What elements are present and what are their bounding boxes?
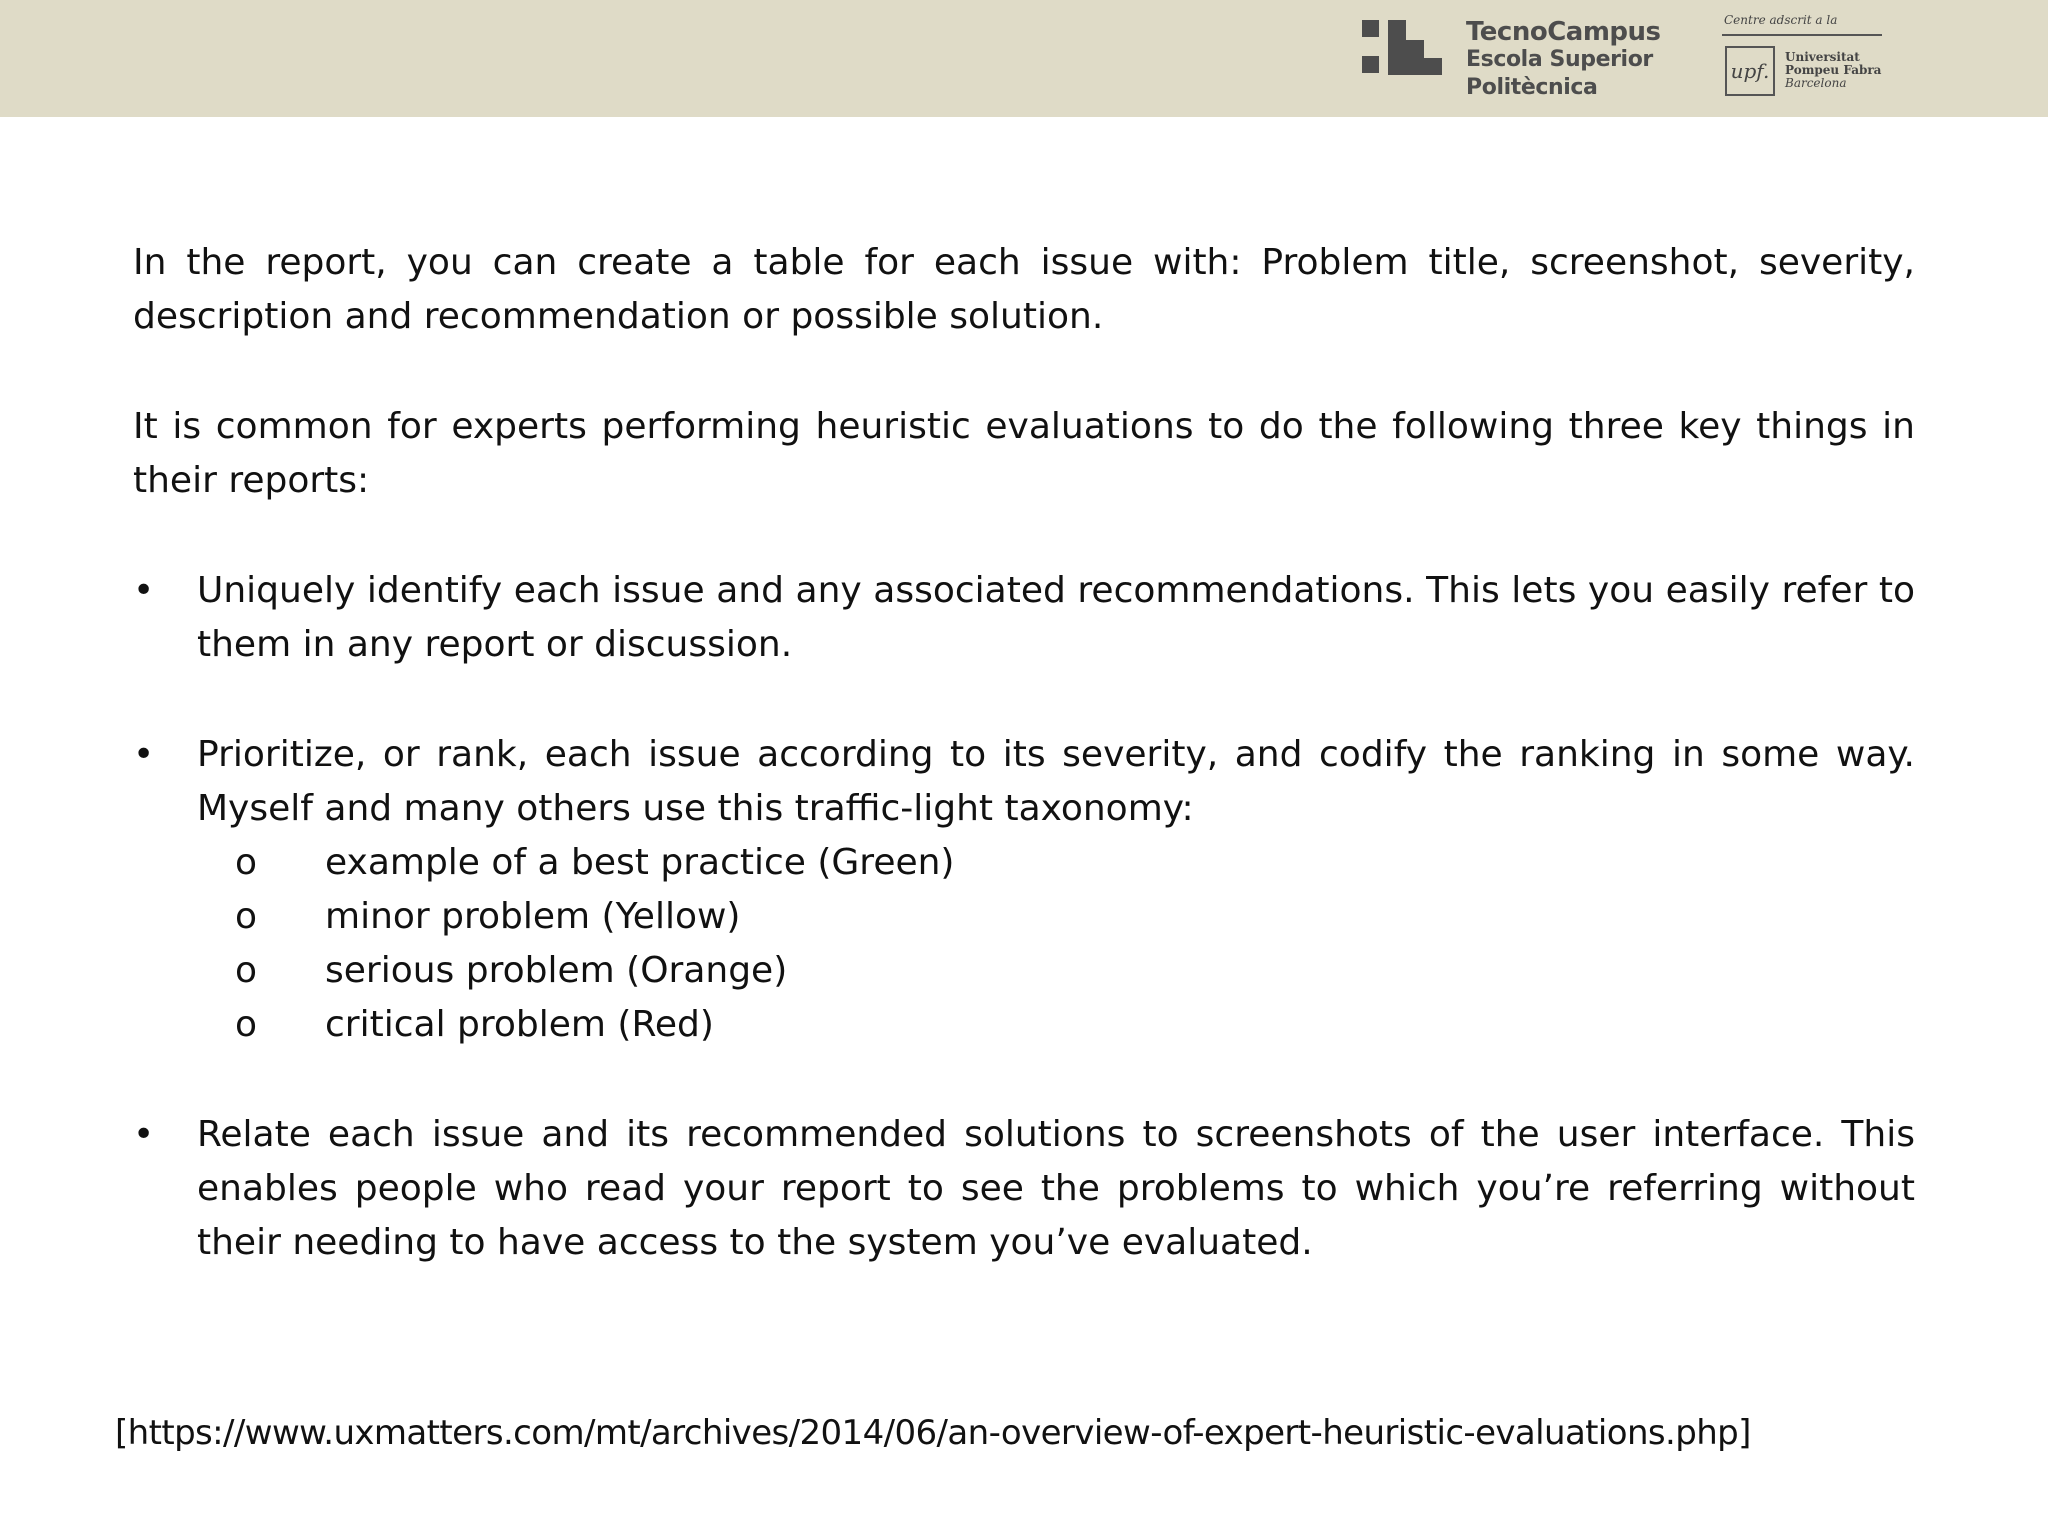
source-reference: [https://www.uxmatters.com/mt/archives/2014/06/an-overview-of-expert-heuristic-evaluations.php] — [115, 1413, 1751, 1453]
tecnocampus-wordmark — [1466, 18, 1661, 102]
list-item-text: Uniquely identify each issue and any associated recommendations. This lets you easily refer to them in any report or discussion. — [197, 570, 1915, 665]
list-item-text: Relate each issue and its recommended solutions to screenshots of the user interface. This enables people who read your report to see the problems to which you’re referring without their needing to have access to the system you’ve evaluated. — [197, 1114, 1915, 1263]
tecnocampus-logo-icon — [1362, 20, 1442, 75]
upf-mark: upf. — [1730, 59, 1770, 83]
upf-logo-icon — [1725, 46, 1775, 96]
bullet-glyph: • — [133, 570, 155, 611]
list-item — [133, 728, 1915, 1052]
intro-paragraph: In the report, you can create a table for each issue with: Problem title, screenshot, severity, description and recommendation or possible solution. — [133, 242, 1915, 337]
list-item — [133, 1108, 1915, 1270]
sublist-item-text: minor problem (Yellow) — [325, 896, 741, 937]
brand-line-3: Politècnica — [1466, 75, 1598, 100]
upf-name-line-1: Universitat — [1785, 50, 1860, 64]
sub-bullet-glyph: o — [235, 950, 258, 991]
upf-name-line-3: Barcelona — [1785, 76, 1847, 90]
sub-bullet-glyph: o — [235, 842, 258, 883]
brand-line-1: TecnoCampus — [1466, 17, 1661, 47]
slide-body — [133, 236, 1915, 1270]
sublist-item — [197, 944, 1915, 998]
sublist-item — [197, 998, 1915, 1052]
affiliation-divider — [1722, 34, 1882, 36]
sublist-item-text: serious problem (Orange) — [325, 950, 788, 991]
sub-bullet-glyph: o — [235, 896, 258, 937]
upf-name-line-2: Pompeu Fabra — [1785, 63, 1882, 77]
upf-wordmark — [1785, 51, 1881, 90]
bullet-glyph: • — [133, 1114, 155, 1155]
affiliation-caption: Centre adscrit a la — [1724, 13, 1838, 27]
list-item-text: Prioritize, or rank, each issue according to its severity, and codify the ranking in some way. Myself and many others use this traffic-light taxonomy: — [197, 734, 1915, 829]
severity-taxonomy-list — [197, 836, 1915, 1052]
brand-line-2: Escola Superior — [1466, 47, 1653, 72]
sublist-item — [197, 836, 1915, 890]
header-band — [0, 0, 2048, 117]
sublist-item-text: example of a best practice (Green) — [325, 842, 955, 883]
list-item — [133, 564, 1915, 672]
key-things-list — [133, 564, 1915, 1270]
sub-bullet-glyph: o — [235, 1004, 258, 1045]
bullet-glyph: • — [133, 734, 155, 775]
sublist-item — [197, 890, 1915, 944]
sublist-item-text: critical problem (Red) — [325, 1004, 714, 1045]
key-things-paragraph: It is common for experts performing heuristic evaluations to do the following three key things in their reports: — [133, 406, 1915, 501]
